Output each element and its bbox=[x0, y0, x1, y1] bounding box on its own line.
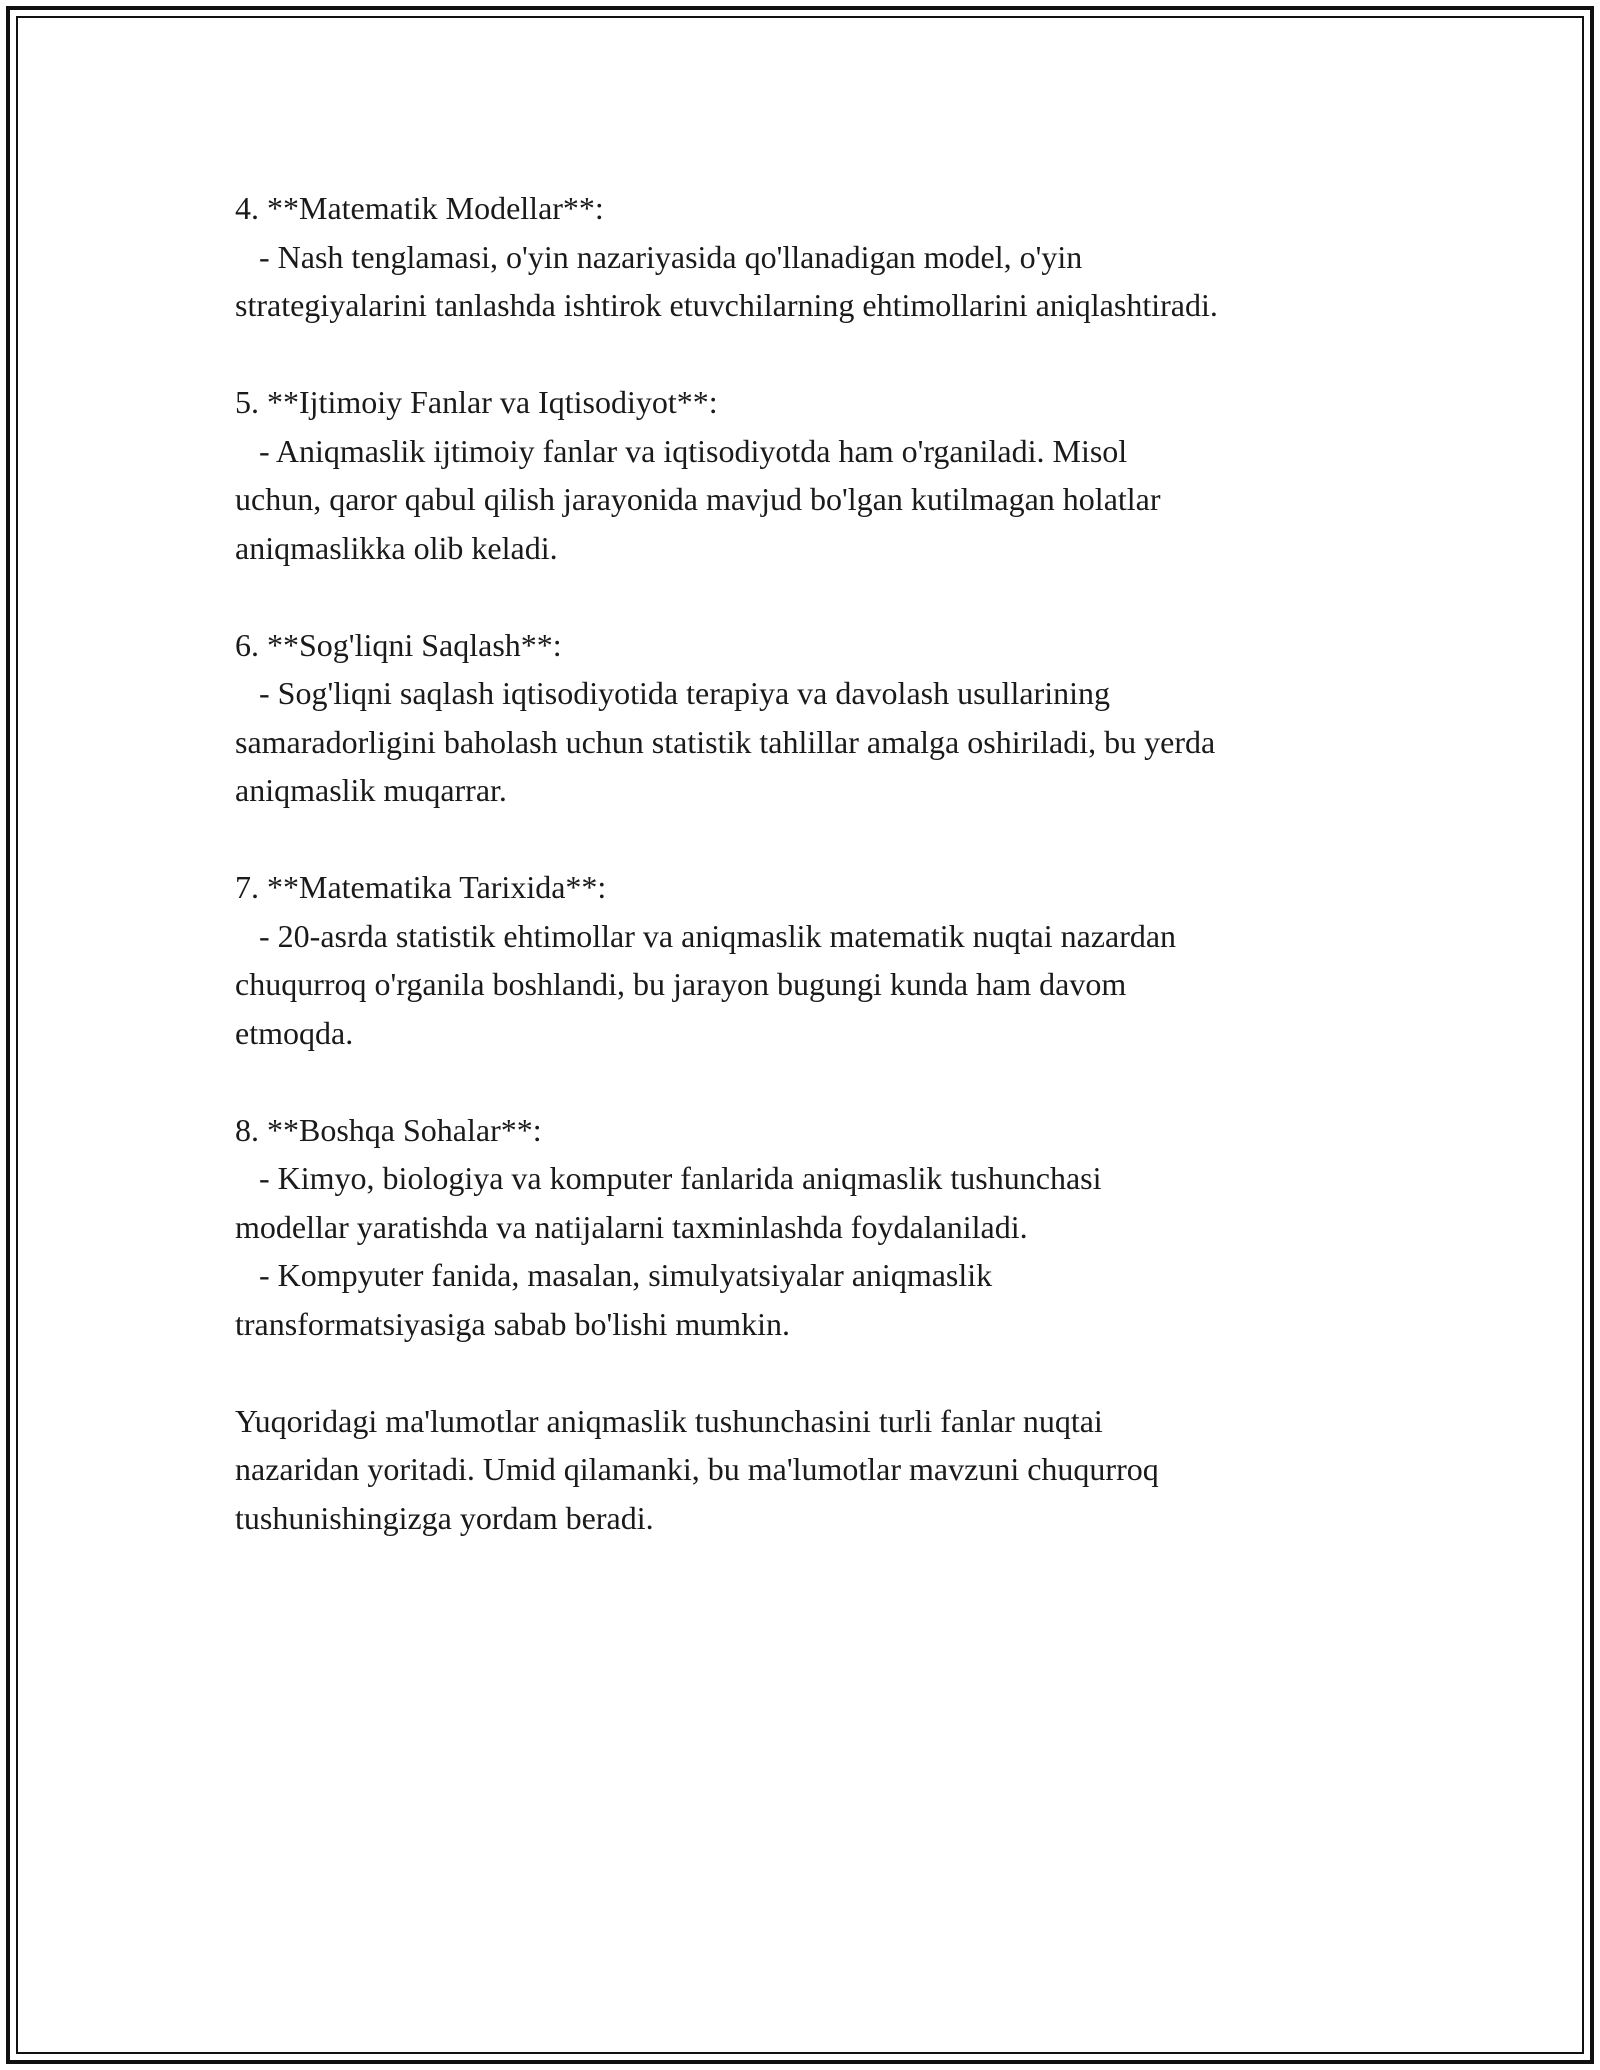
document-body bbox=[235, 184, 1415, 1542]
section-heading: 4. **Matematik Modellar**: bbox=[235, 190, 604, 226]
closing-line: Yuqoridagi ma'lumotlar aniqmaslik tushunchasini turli fanlar nuqtai bbox=[235, 1402, 1103, 1439]
section-line: - Kimyo, biologiya va komputer fanlarida aniqmaslik tushunchasi bbox=[235, 1160, 1102, 1196]
section-line: - Kompyuter fanida, masalan, simulyatsiyalar aniqmaslik bbox=[235, 1257, 993, 1293]
section-line: etmoqda. bbox=[235, 1014, 354, 1051]
closing-line: tushunishingizga yordam beradi. bbox=[235, 1499, 654, 1536]
section-line: samaradorligini baholash uchun statistik tahlillar amalga oshiriladi, bu yerda bbox=[235, 723, 1216, 760]
section-line: - Nash tenglamasi, o'yin nazariyasida qo'llanadigan model, o'yin bbox=[235, 238, 1083, 275]
section-line: strategiyalarini tanlashda ishtirok etuvchilarning ehtimollarini aniqlashtiradi. bbox=[235, 287, 1218, 323]
section-line: aniqmaslik muqarrar. bbox=[235, 772, 507, 808]
section-heading: 5. **Ijtimoiy Fanlar va Iqtisodiyot**: bbox=[235, 384, 718, 420]
section-boshqa-sohalar bbox=[235, 1106, 1415, 1349]
section-heading: 8. **Boshqa Sohalar**: bbox=[235, 1111, 542, 1148]
section-heading: 6. **Sog'liqni Saqlash**: bbox=[235, 626, 562, 663]
closing-paragraph bbox=[235, 1397, 1415, 1543]
section-line: transformatsiyasiga sabab bo'lishi mumkin. bbox=[235, 1305, 791, 1342]
section-heading: 7. **Matematika Tarixida**: bbox=[235, 869, 607, 905]
section-line: - Sog'liqni saqlash iqtisodiyotida terapiya va davolash usullarining bbox=[235, 675, 1110, 711]
section-line: - Aniqmaslik ijtimoiy fanlar va iqtisodiyotda ham o'rganiladi. Misol bbox=[235, 432, 1128, 469]
section-matematika-tarixida bbox=[235, 863, 1415, 1057]
section-line: - 20-asrda statistik ehtimollar va aniqmaslik matematik nuqtai nazardan bbox=[235, 917, 1177, 954]
section-ijtimoiy-fanlar bbox=[235, 378, 1415, 572]
section-line: aniqmaslikka olib keladi. bbox=[235, 529, 558, 566]
section-line: modellar yaratishda va natijalarni taxminlashda foydalaniladi. bbox=[235, 1208, 1028, 1245]
section-line: uchun, qaror qabul qilish jarayonida mavjud bo'lgan kutilmagan holatlar bbox=[235, 481, 1161, 517]
section-matematik-modellar bbox=[235, 184, 1415, 330]
closing-line: nazaridan yoritadi. Umid qilamanki, bu ma'lumotlar mavzuni chuqurroq bbox=[235, 1451, 1159, 1487]
section-line: chuqurroq o'rganila boshlandi, bu jarayon bugungi kunda ham davom bbox=[235, 966, 1127, 1002]
section-sogliqni-saqlash bbox=[235, 621, 1415, 815]
